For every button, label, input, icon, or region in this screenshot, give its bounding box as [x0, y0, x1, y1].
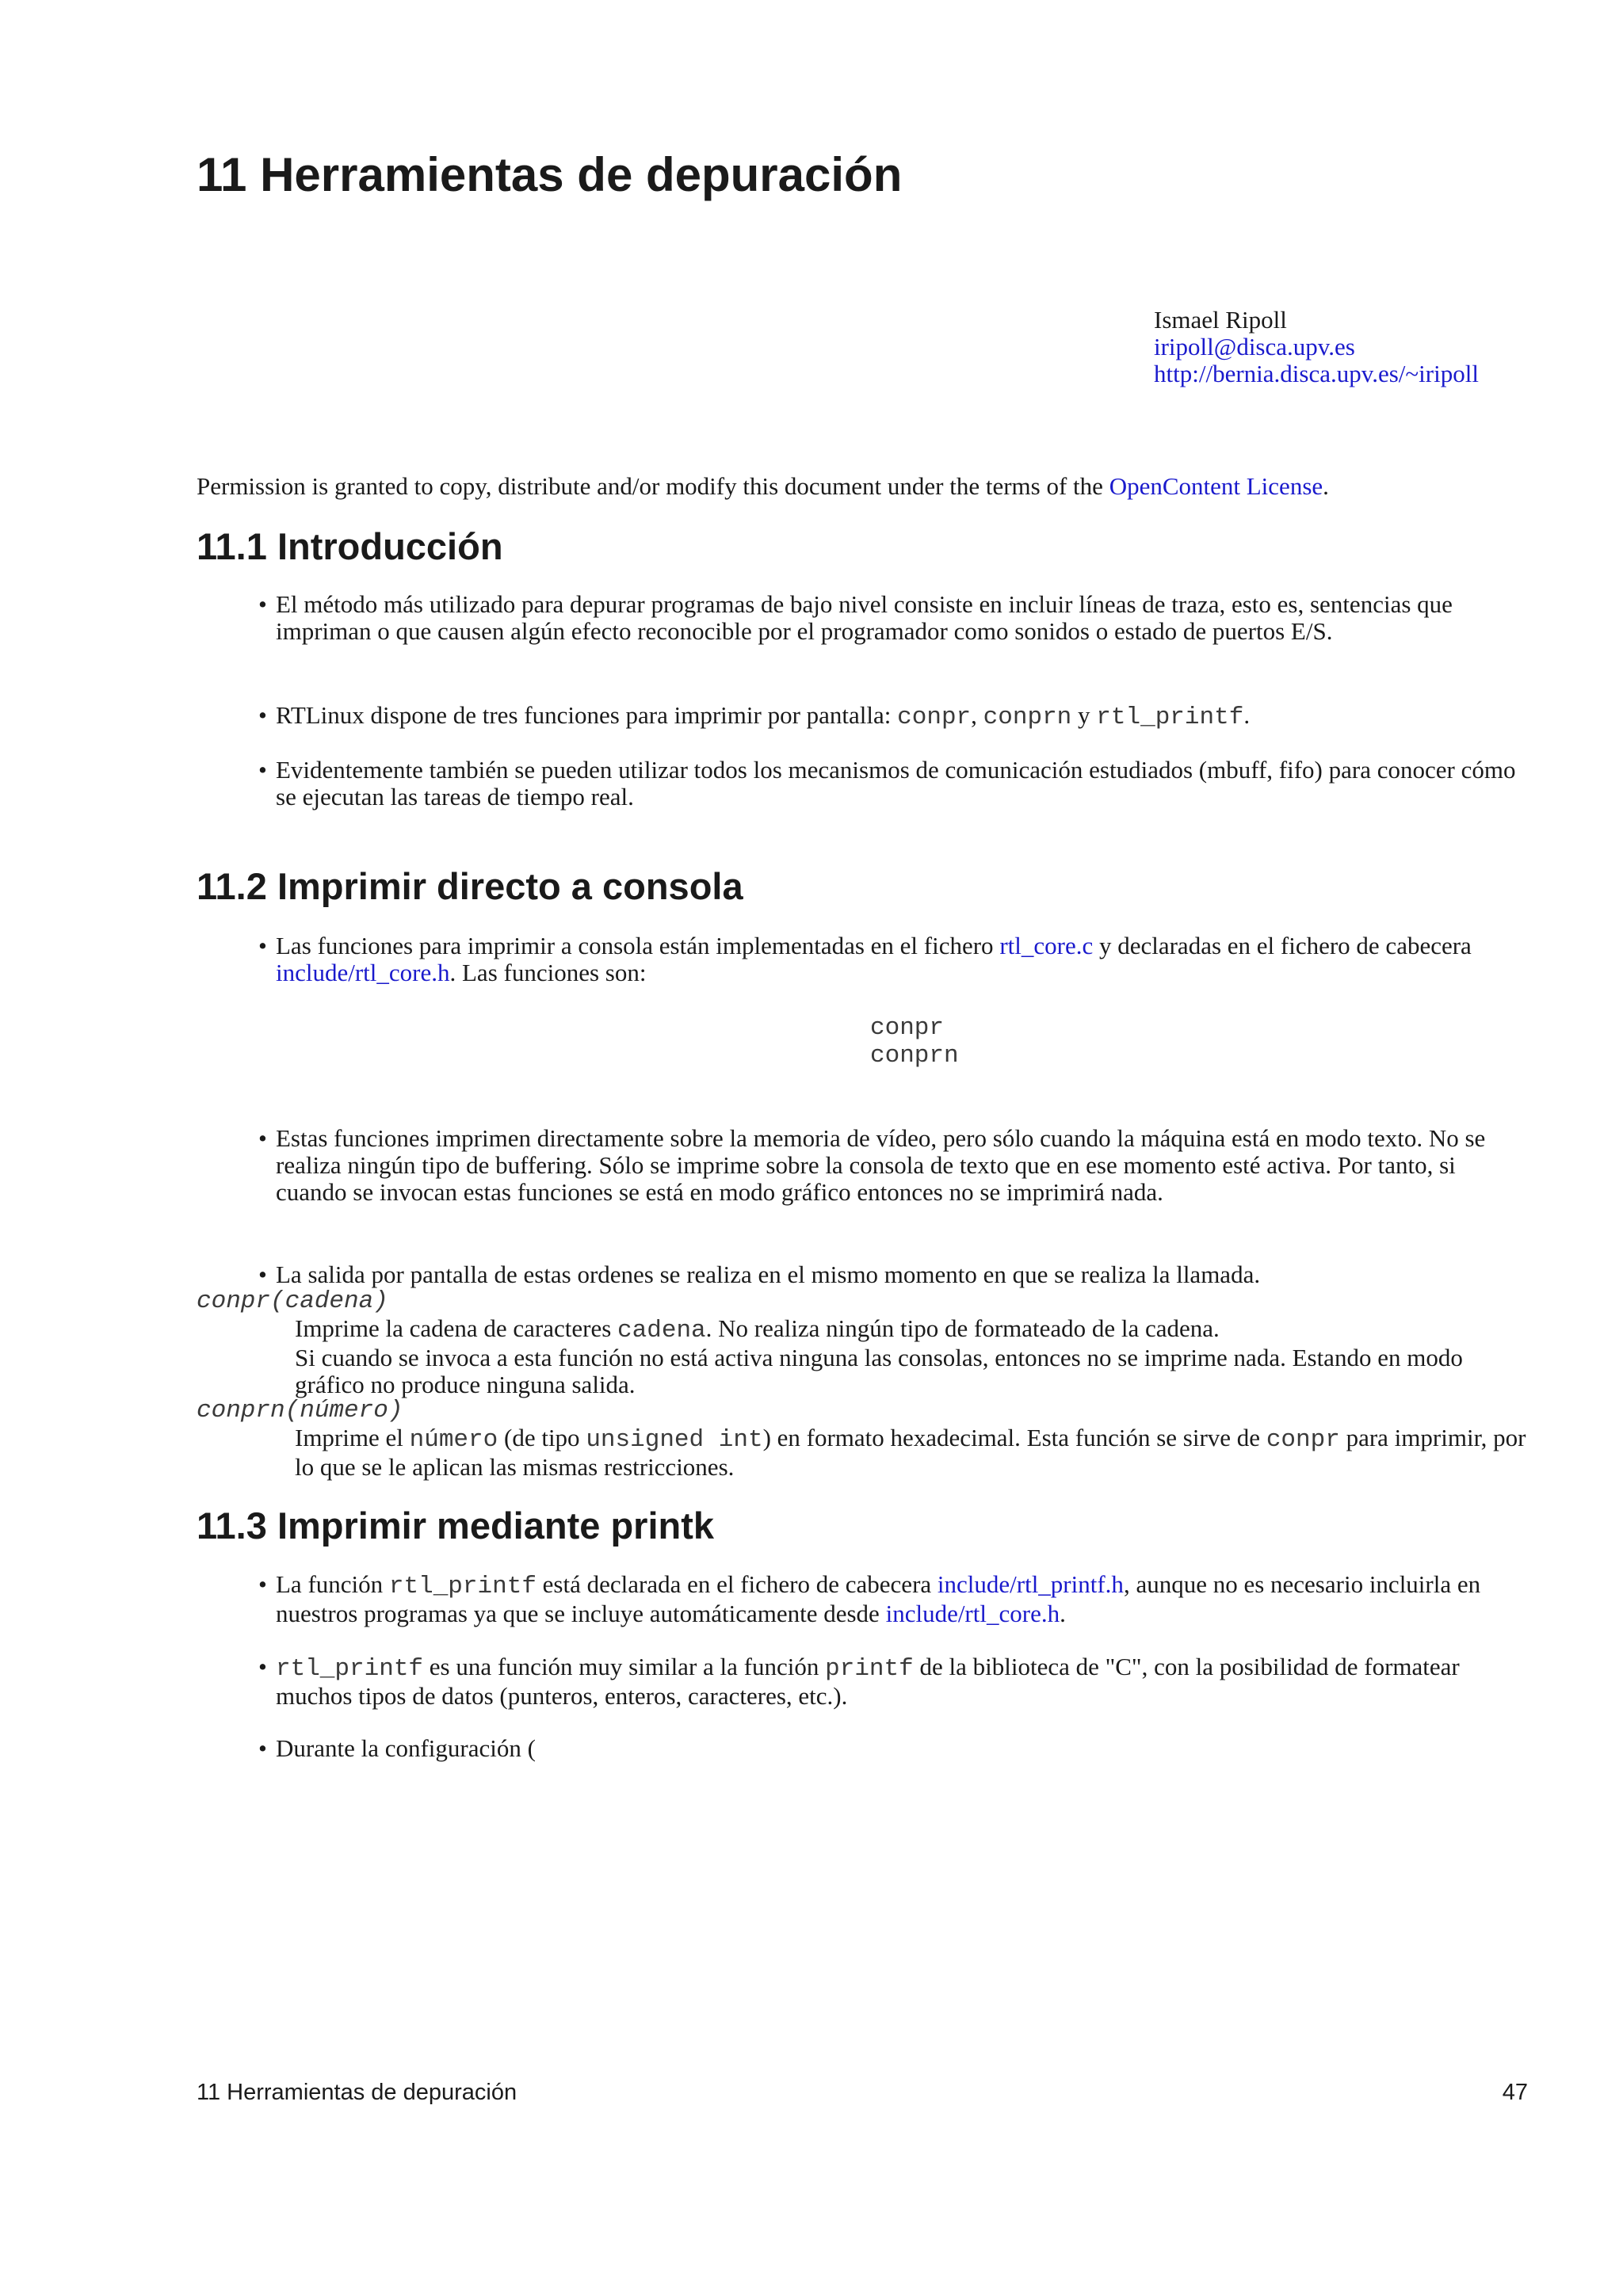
section-title-introduccion: 11.1 Introducción [197, 525, 503, 567]
text: , aunque no es necesario incluirla en nuestros programas ya que se incluye automáticamente desde [276, 1570, 1481, 1627]
text: (de tipo [498, 1424, 586, 1451]
list-item [276, 757, 1528, 810]
author-url-link[interactable]: http://bernia.disca.upv.es/~iripoll [1154, 360, 1479, 387]
list-item [276, 702, 1528, 731]
bullet-text: • El método más utilizado para depurar programas de bajo nivel consiste en incluir líneas de traza, esto es, sentencias que impriman o que causen algún efecto reconocible por el programador como sonidos o estado de puertos E/S. [276, 590, 1453, 645]
rtl-printf-h-link[interactable]: include/rtl_printf.h [937, 1570, 1124, 1598]
bullet-text [276, 933, 1528, 986]
text: es una función muy similar a la función [423, 1653, 826, 1680]
code-cadena: cadena [617, 1317, 706, 1344]
text: . Las funciones son: [449, 959, 647, 986]
definition-line [295, 1315, 1531, 1344]
code-conpr: conpr [1266, 1426, 1340, 1454]
text: de la biblioteca de "C", con la posibilidad de formatear muchos tipos de datos (punteros, enteros, caracteres, etc.). [276, 1653, 1460, 1710]
list-item [276, 933, 1528, 986]
license-text: Permission is granted to copy, distribute and/or modify this document under the terms of the [197, 472, 1109, 500]
text: Imprime la cadena de caracteres [295, 1314, 618, 1342]
code-line: conpr [870, 1014, 945, 1042]
page-number: 47 [1502, 2080, 1528, 2105]
rtl-core-h-link[interactable]: include/rtl_core.h [885, 1600, 1060, 1627]
code-block [870, 1014, 959, 1070]
list-item [276, 1261, 1528, 1288]
code-numero: número [409, 1426, 498, 1454]
text: y declaradas en el fichero de cabecera [1093, 932, 1472, 959]
rtl-core-h-link[interactable]: include/rtl_core.h [276, 959, 450, 986]
text: RTLinux dispone de tres funciones para imprimir por pantalla: [276, 701, 898, 729]
code-conpr: conpr [897, 704, 972, 731]
bullet-text: • Durante la configuración ( [276, 1734, 536, 1762]
bullet-text [276, 1571, 1528, 1627]
text: Las funciones para imprimir a consola están implementadas en el fichero [276, 932, 1000, 959]
definition-body-conprn [295, 1425, 1531, 1481]
author-name: Ismael Ripoll [1154, 306, 1287, 334]
author-email-link[interactable]: iripoll@disca.upv.es [1154, 333, 1355, 360]
license-end: . [1323, 472, 1329, 500]
list-item [276, 1571, 1528, 1627]
section-title-imprimir-consola: 11.2 Imprimir directo a consola [197, 865, 743, 907]
bullet-text: • Evidentemente también se pueden utilizar todos los mecanismos de comunicación estudiados (mbuff, fifo) para conocer cómo se ejecutan las tareas de tiempo real. [276, 756, 1516, 810]
text: y [1071, 701, 1097, 729]
code-rtl-printf: rtl_printf [388, 1573, 537, 1600]
opencontent-license-link[interactable]: OpenContent License [1109, 472, 1323, 500]
definition-line [295, 1425, 1531, 1481]
footer-chapter-title: 11 Herramientas de depuración [197, 2080, 517, 2105]
code-line: conprn [870, 1042, 959, 1070]
rtl-core-c-link[interactable]: rtl_core.c [999, 932, 1094, 959]
text: para imprimir, por lo que se le aplican las mismas restricciones. [295, 1424, 1526, 1481]
bullet-text [276, 1653, 1528, 1710]
chapter-title: 11 Herramientas de depuración [197, 148, 903, 201]
definition-term-conpr: conpr(cadena) [197, 1287, 388, 1315]
definition-term-conprn: conprn(número) [197, 1397, 403, 1425]
list-item [276, 1125, 1528, 1206]
text: . [1243, 701, 1251, 729]
text: está declarada en el fichero de cabecera [536, 1570, 938, 1598]
text: . No realiza ningún tipo de formateado de la cadena. [705, 1314, 1220, 1342]
code-rtl-printf: rtl_printf [276, 1655, 424, 1683]
code-conprn: conprn [983, 704, 1072, 731]
license-notice [197, 473, 1329, 500]
code-unsigned-int: unsigned int [586, 1426, 763, 1454]
text: , [971, 701, 983, 729]
text: La función [276, 1570, 389, 1598]
bullet-text: • Estas funciones imprimen directamente sobre la memoria de vídeo, pero sólo cuando la máquina está en modo texto. No se realiza ningún tipo de buffering. Sólo se imprime sobre la consola de texto que en ese momento esté activa. Por tanto, si cuando se invocan estas funciones se está en modo gráfico entonces no se imprimirá nada. [276, 1124, 1486, 1206]
section-title-printk: 11.3 Imprimir mediante printk [197, 1505, 714, 1547]
author-block [1154, 307, 1479, 387]
text: . [1060, 1600, 1066, 1627]
bullet-text: • La salida por pantalla de estas ordenes se realiza en el mismo momento en que se realiza la llamada. [276, 1261, 1261, 1288]
text: ) en formato hexadecimal. Esta función se sirve de [762, 1424, 1266, 1451]
list-item [276, 1653, 1528, 1710]
list-item [276, 591, 1528, 645]
text: Imprime el [295, 1424, 410, 1451]
bullet-text [276, 702, 1528, 731]
definition-line: Si cuando se invoca a esta función no está activa ninguna las consolas, entonces no se imprime nada. Estando en modo gráfico no produce ninguna salida. [295, 1344, 1463, 1398]
list-item [276, 1735, 1528, 1762]
code-rtl-printf: rtl_printf [1096, 704, 1244, 731]
definition-body-conpr [295, 1315, 1531, 1398]
code-printf: printf [825, 1655, 914, 1683]
